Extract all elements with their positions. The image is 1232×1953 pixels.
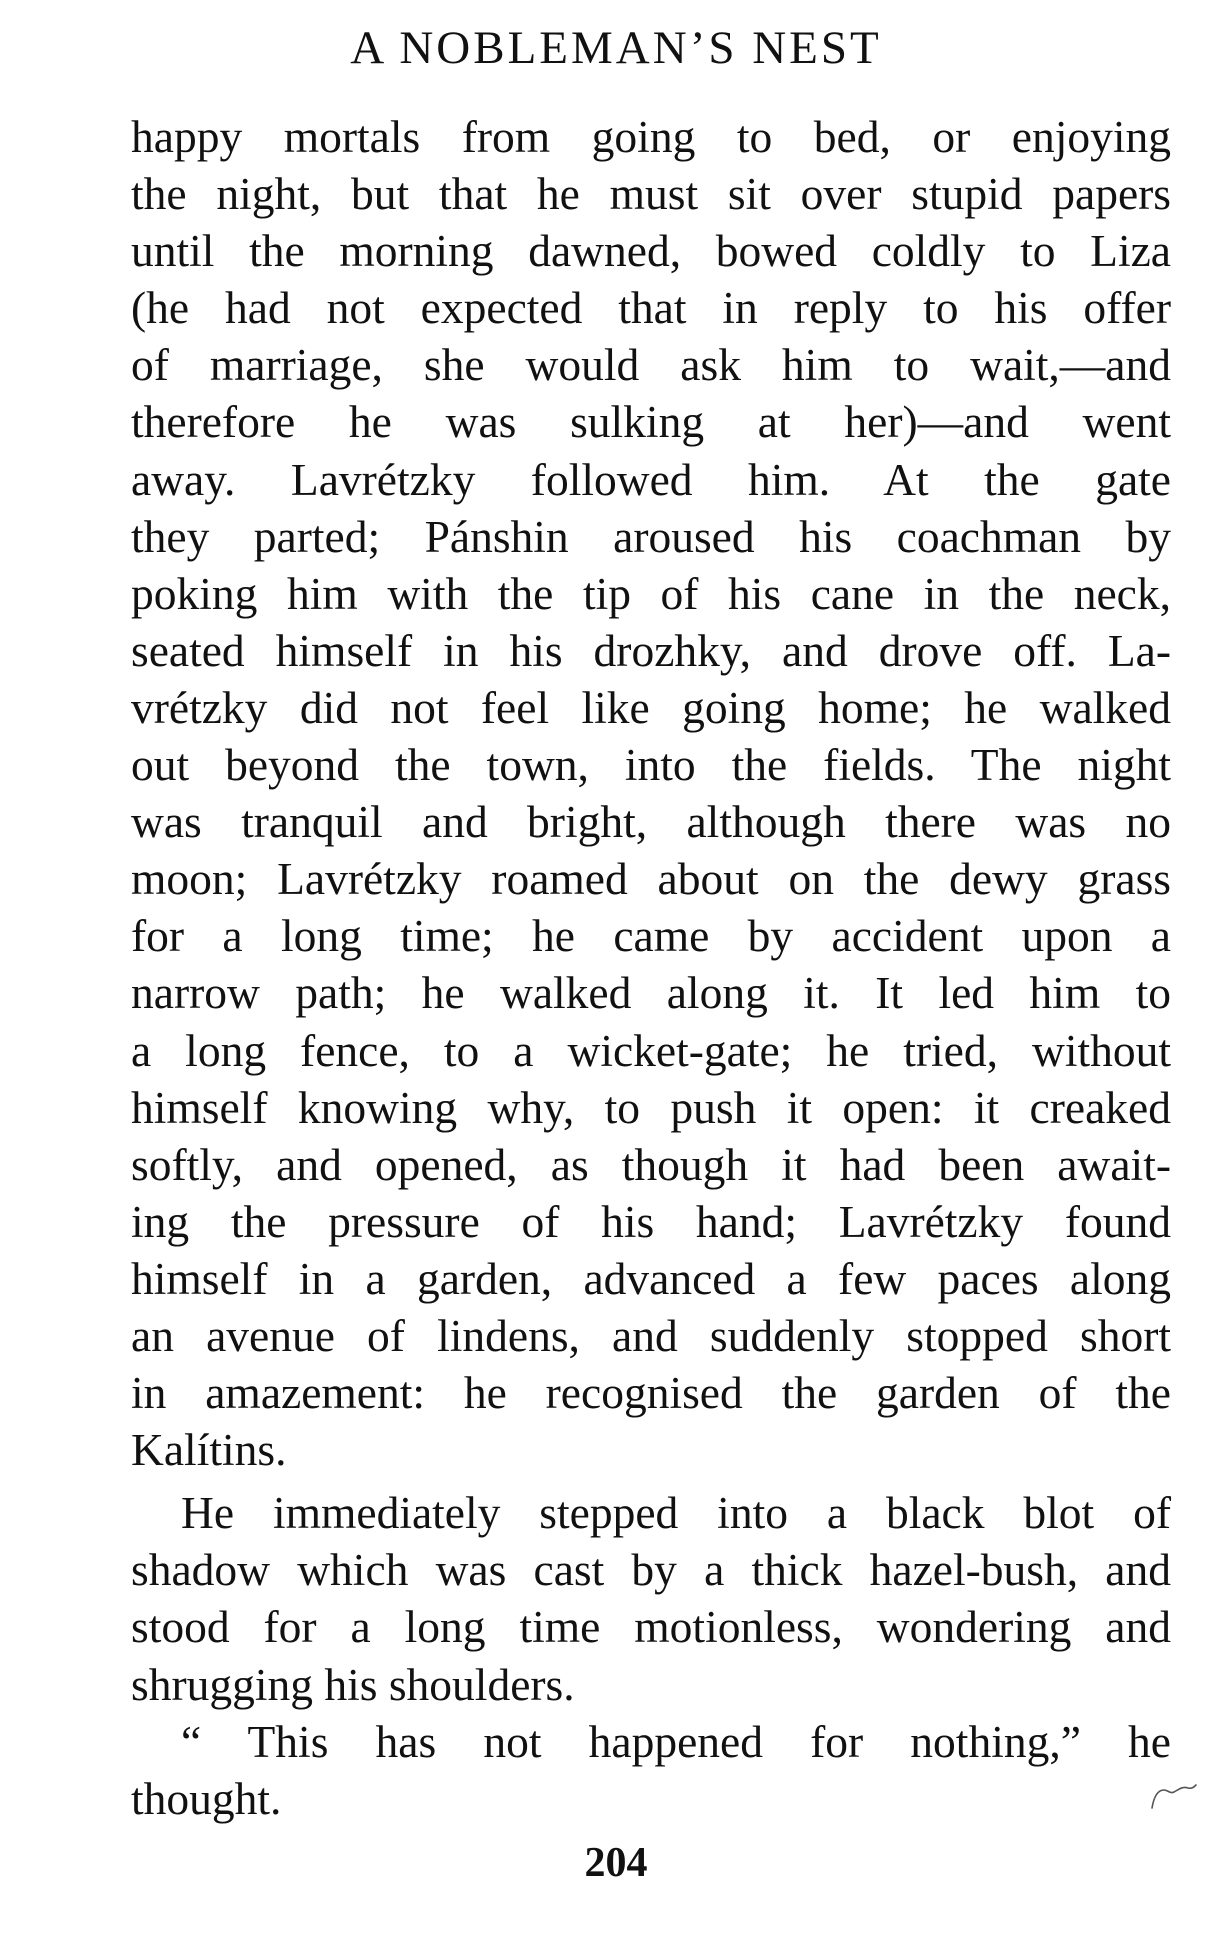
text-line: a long fence, to a wicket-gate; he tried, without: [131, 1024, 1171, 1076]
text-line: until the morning dawned, bowed coldly to Liza: [131, 225, 1171, 277]
text-line: away. Lavrétzky followed him. At the gate: [131, 453, 1171, 505]
text-line: “ This has not happened for nothing,” he: [181, 1715, 1171, 1767]
text-line: Kalítins.: [131, 1424, 287, 1476]
body-text: [131, 108, 1171, 1827]
text-line: moon; Lavrétzky roamed about on the dewy grass: [131, 853, 1171, 905]
text-line: in amazement: he recognised the garden of the: [131, 1367, 1171, 1419]
pencil-mark-icon: [1148, 1778, 1198, 1818]
text-line: they parted; Pánshin aroused his coachman by: [131, 510, 1171, 562]
text-line: He immediately stepped into a black blot of: [181, 1487, 1171, 1539]
text-line: himself knowing why, to push it open: it creaked: [131, 1081, 1171, 1133]
paragraph-3: [131, 1713, 1171, 1827]
page-number: 204: [584, 1840, 648, 1886]
text-line: vrétzky did not feel like going home; he walked: [131, 681, 1171, 733]
text-line: out beyond the town, into the fields. The night: [131, 739, 1171, 791]
text-line: for a long time; he came by accident upon a: [131, 910, 1171, 962]
paragraph-2: [131, 1484, 1171, 1712]
paragraph-1: [131, 108, 1171, 1478]
text-line: of marriage, she would ask him to wait,—and: [131, 339, 1171, 391]
text-line: stood for a long time motionless, wondering and: [131, 1601, 1171, 1653]
text-line: (he had not expected that in reply to his offer: [131, 282, 1171, 334]
text-line: narrow path; he walked along it. It led him to: [131, 967, 1171, 1019]
text-line: thought.: [131, 1772, 282, 1824]
text-line: ing the pressure of his hand; Lavrétzky found: [131, 1195, 1171, 1247]
text-line: himself in a garden, advanced a few paces along: [131, 1252, 1171, 1304]
text-line: poking him with the tip of his cane in the neck,: [131, 567, 1171, 619]
text-line: an avenue of lindens, and suddenly stopped short: [131, 1309, 1171, 1361]
text-line: was tranquil and bright, although there was no: [131, 796, 1171, 848]
text-line: softly, and opened, as though it had been await-: [131, 1138, 1171, 1190]
text-line: seated himself in his drozhky, and drove off. La-: [131, 624, 1171, 676]
text-line: the night, but that he must sit over stupid papers: [131, 168, 1171, 220]
text-line: happy mortals from going to bed, or enjoying: [131, 111, 1171, 162]
text-line: shrugging his shoulders.: [131, 1658, 575, 1710]
text-line: therefore he was sulking at her)—and went: [131, 396, 1171, 448]
text-line: shadow which was cast by a thick hazel-bush, and: [131, 1544, 1171, 1596]
running-head: A NOBLEMAN’S NEST: [350, 22, 882, 74]
